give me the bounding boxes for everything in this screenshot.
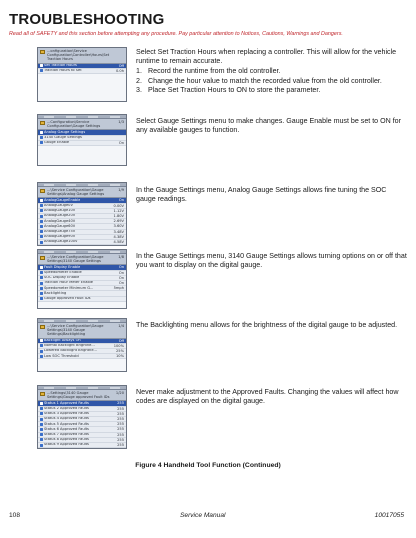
menu-row: Backlight Always On Off — [38, 339, 126, 344]
procedure-step: 1. Record the runtime from the old controller. — [136, 67, 281, 76]
backlighting-description — [136, 321, 408, 330]
set-traction-hours-description — [136, 48, 408, 95]
folder-icon — [40, 121, 45, 125]
menu-row: AnalogGauge20V 1.80V — [38, 214, 126, 219]
gauge-settings-description — [136, 117, 408, 135]
menu-row: Gauge Enable On — [38, 141, 126, 146]
description-text: Select Set Traction Hours when replacing a controller. This will allow for the vehicle runtime to remain accurate. — [136, 48, 397, 66]
handheld-screenshot-3140-gauge-settings — [37, 249, 127, 309]
menu-row: Status 2 Approved Faults 255 — [38, 407, 126, 412]
menu-row: Analog Gauge Settings — [38, 130, 126, 135]
menu-row: Backlighting — [38, 291, 126, 296]
document-number: 10017055 — [374, 512, 404, 519]
handheld-screenshot-approved-fault-ids — [37, 385, 127, 449]
menu-breadcrumb: ...Configuration\Service Configuration\Gauge Settings 1/3 — [38, 119, 126, 130]
menu-row: Gauge approved Fault IDs — [38, 297, 126, 302]
menu-row: Status 5 Approved Faults 255 — [38, 422, 126, 427]
3140-gauge-settings-description — [136, 252, 408, 270]
folder-icon — [40, 325, 45, 329]
menu-row: AnalogGauge40V 2.69V — [38, 219, 126, 224]
menu-row: Status 1 Approved Faults 255 — [38, 401, 126, 406]
description-text: The Backlighting menu allows for the brightness of the digital gauge to be adjusted. — [136, 321, 398, 329]
menu-row: SOC Display Enable On — [38, 276, 126, 281]
menu-row: Traction Hour Meter Enable On — [38, 281, 126, 286]
menu-row: AnalogGauge0V 0.00V — [38, 204, 126, 209]
menu-row: Fault Display Enable On — [38, 265, 126, 270]
handheld-screenshot-gauge-settings — [37, 114, 127, 166]
figure-caption: Figure 4 Handheld Tool Function (Continued) — [135, 462, 281, 469]
description-text: Select Gauge Settings menu to make changes. Gauge Enable must be set to ON for any available gauges to function. — [136, 117, 401, 135]
handheld-screenshot-backlighting — [37, 318, 127, 372]
menu-row: AnalogGauge100V 4.58V — [38, 240, 126, 245]
page-number: 108 — [9, 512, 21, 519]
menu-row: 3140 Gauge Settings — [38, 136, 126, 141]
menu-breadcrumb: ...\Service Configuration\Gauge Settings\3140 Gauge Settings 1/8 — [38, 254, 126, 265]
handheld-screenshot-analog-gauge-settings — [37, 182, 127, 246]
description-text: In the Gauge Settings menu, 3140 Gauge Settings allows turning options on or off that you want to display on the digital gauge. — [136, 252, 407, 270]
folder-icon — [40, 189, 45, 193]
menu-row: Speedometer Minimum G... 5mph — [38, 286, 126, 291]
folder-icon — [40, 50, 45, 54]
description-text: In the Gauge Settings menu, Analog Gauge Settings allows fine tuning the SOC gauge readings. — [136, 186, 387, 204]
menu-row: AnalogGauge90V 4.38V — [38, 235, 126, 240]
menu-row: Speedometer Enable On — [38, 271, 126, 276]
menu-row: AnalogGauge75V 3.48V — [38, 230, 126, 235]
menu-row: Normal Backlight Brightne... 100% — [38, 344, 126, 349]
page-title: TROUBLESHOOTING — [9, 11, 165, 28]
menu-row: Status 9 Approved Faults 255 — [38, 443, 126, 448]
procedure-step: 3. Place Set Traction Hours to ON to store the parameter. — [136, 85, 321, 94]
menu-row: Low SOC Threshold 10% — [38, 354, 126, 359]
menu-row: Status 8 Approved Faults 255 — [38, 438, 126, 443]
menu-row: AnalogGauge60V 3.60V — [38, 224, 126, 229]
folder-icon — [40, 392, 45, 396]
menu-breadcrumb: ...onfiguration\Service Configuration\Controller\Hours\Set Traction Hours — [38, 48, 126, 64]
menu-breadcrumb: ...Settings\3140 Gauge Settings\Gauge approved Fault IDs 1/20 — [38, 390, 126, 401]
menu-breadcrumb: ...\Service Configuration\Gauge Settings\Analog Gauge Settings 1/9 — [38, 187, 126, 198]
menu-row: AnalogGaugeEnable On — [38, 198, 126, 203]
procedure-steps — [136, 67, 408, 95]
menu-row: Lowered Backlight Brightne... 25% — [38, 349, 126, 354]
menu-row: Status 3 Approved Faults 255 — [38, 412, 126, 417]
approved-faults-description — [136, 388, 408, 406]
analog-gauge-settings-description — [136, 186, 408, 204]
safety-note: Read all of SAFETY and this section before attempting any procedure. Pay particular attention to Notices, Cautions, Warnings and Dangers. — [9, 31, 343, 37]
menu-row: Status 6 Approved Faults 255 — [38, 427, 126, 432]
handheld-screenshot-set-traction-hours — [37, 47, 127, 102]
menu-row: AnalogGauge10V 1.12V — [38, 209, 126, 214]
procedure-step: 2. Change the hour value to match the recorded value from the old controller. — [136, 76, 382, 85]
folder-icon — [40, 256, 45, 260]
menu-row: Traction Hours to Set 0.0h — [38, 69, 126, 74]
description-text: Never make adjustment to the Approved Faults. Changing the values will affect how codes are displayed on the digital gauge. — [136, 388, 399, 406]
menu-row: Status 4 Approved Faults 255 — [38, 417, 126, 422]
menu-breadcrumb: ...\Service Configuration\Gauge Settings\3140 Gauge Settings\Backlighting 1/4 — [38, 323, 126, 339]
menu-row: Status 7 Approved Faults 255 — [38, 433, 126, 438]
manual-name: Service Manual — [180, 512, 226, 519]
menu-row: Set Traction Hours Off — [38, 64, 126, 69]
